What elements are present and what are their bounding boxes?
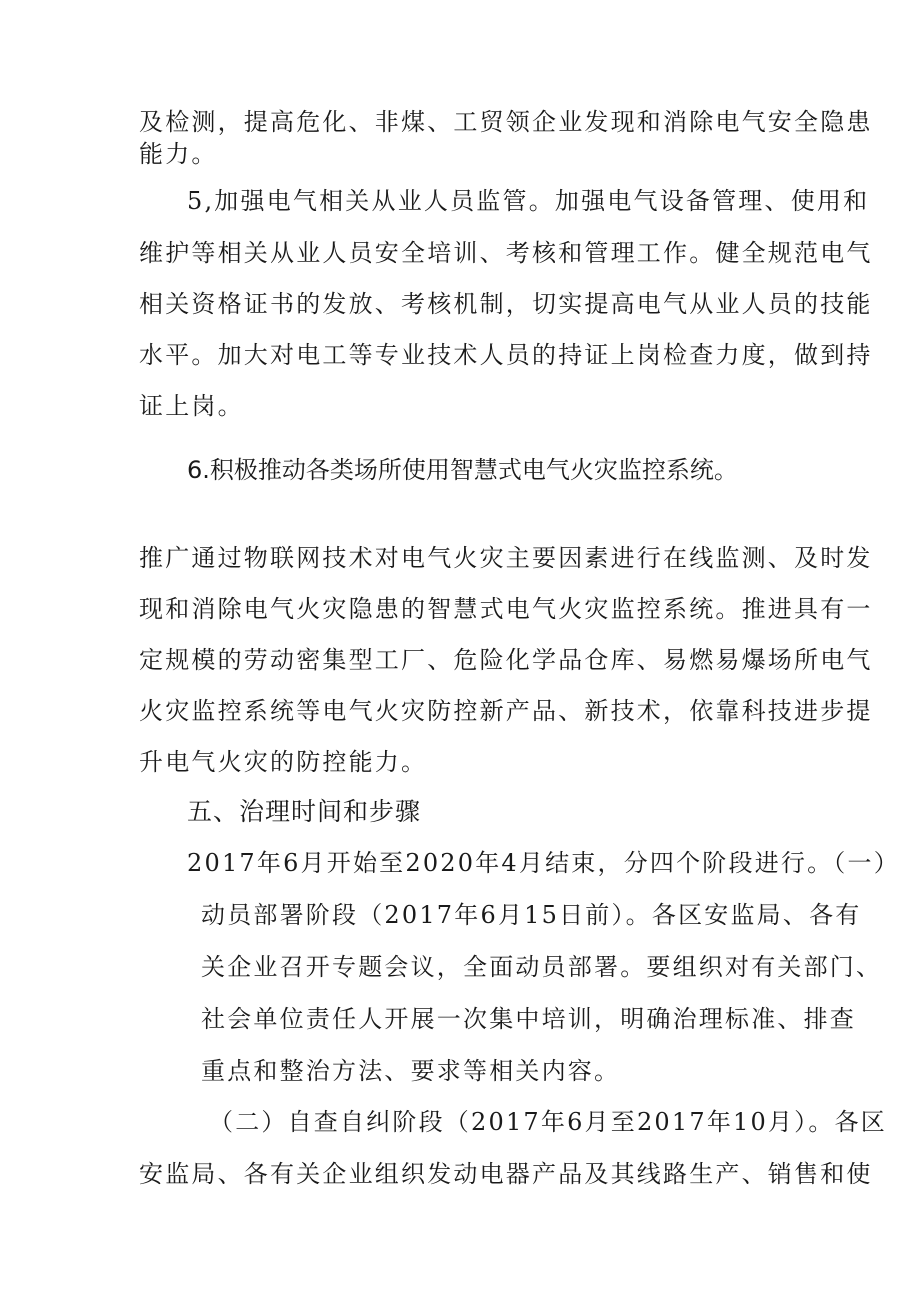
text-line: 火灾监控系统等电气火灾防控新产品、新技术，依靠科技进步提 [139, 697, 873, 725]
text-line: 能力。 [139, 140, 218, 168]
text-line: 现和消除电气火灾隐患的智慧式电气火灾监控系统。推进具有一 [139, 595, 873, 623]
text-line: 推广通过物联网技术对电气火灾主要因素进行在线监测、及时发 [139, 544, 873, 572]
text-line: 5,加强电气相关从业人员监管。加强电气设备管理、使用和 [187, 187, 870, 215]
text-line: 关企业召开专题会议，全面动员部署。要组织对有关部门、 [201, 953, 883, 981]
text-line: 动员部署阶段（2017年6月15日前）。各区安监局、各有 [201, 901, 862, 929]
text-line: 安监局、各有关企业组织发动电器产品及其线路生产、销售和使 [139, 1160, 873, 1188]
text-line: （二）自查自纠阶段（2017年6月至2017年10月）。各区 [209, 1108, 887, 1136]
text-line: 重点和整治方法、要求等相关内容。 [201, 1057, 621, 1085]
text-line: 定规模的劳动密集型工厂、危险化学品仓库、易燃易爆场所电气 [139, 646, 873, 674]
text-line: 升电气火灾的防控能力。 [139, 748, 428, 776]
section-title: 五、治理时间和步骤 [187, 797, 422, 826]
heading-item-6: 6.积极推动各类场所使用智慧式电气火灾监控系统。 [187, 456, 738, 484]
text-line: 水平。加大对电工等专业技术人员的持证上岗检查力度，做到持 [139, 341, 873, 369]
text-line: 2017年6月开始至2020年4月结束，分四个阶段进行。（一） [187, 849, 900, 877]
text-line: 维护等相关从业人员安全培训、考核和管理工作。健全规范电气 [139, 239, 873, 267]
text-line: 社会单位责任人开展一次集中培训，明确治理标准、排查 [201, 1005, 856, 1033]
text-line: 相关资格证书的发放、考核机制，切实提高电气从业人员的技能 [139, 290, 873, 318]
text-line: 及检测，提高危化、非煤、工贸领企业发现和消除电气安全隐患 [139, 108, 873, 136]
text-line: 证上岗。 [139, 392, 244, 420]
